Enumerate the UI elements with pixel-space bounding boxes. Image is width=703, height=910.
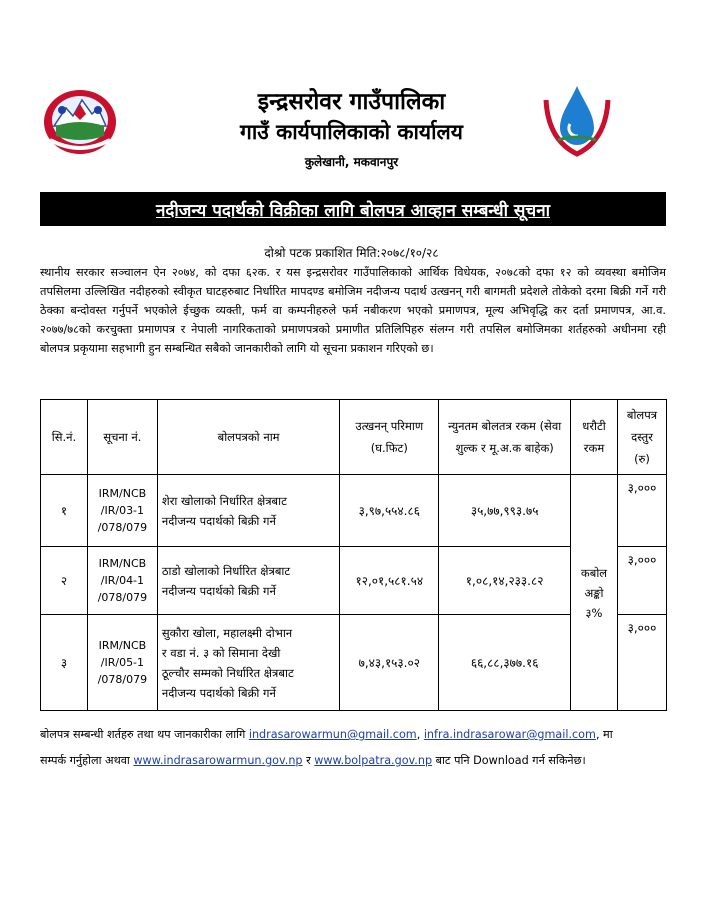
row-name: [157, 475, 339, 547]
footer-connector: र: [306, 754, 311, 767]
code-line: /IR/05-1: [100, 656, 145, 669]
deposit-line: अङ्को: [584, 585, 604, 600]
name-line: नदीजन्य पदार्थको बिक्री गर्ने: [161, 685, 276, 700]
row-sn: २: [41, 547, 88, 615]
name-line: ठूल्चौर सम्मको निर्धारित क्षेत्रबाट: [161, 665, 294, 680]
notice-title-banner: [40, 192, 666, 226]
tender-table: [40, 399, 667, 711]
website-link-1[interactable]: www.indrasarowarmun.gov.np: [133, 754, 303, 767]
municipality-title: इन्द्रसरोवर गाउँपालिका: [257, 89, 446, 115]
footer-contact-text: सम्पर्क गर्नुहोला अथवा: [40, 754, 130, 767]
row-min-amount: ३५,७७,९९३.७५: [439, 475, 571, 547]
code-line: /IR/04-1: [100, 574, 145, 587]
table-header-row: [41, 400, 667, 475]
water-drop-logo: [540, 80, 614, 160]
name-line: र वडा नं. ३ को सिमाना देखी: [161, 645, 281, 660]
code-line: /IR/03-1: [100, 504, 145, 517]
code-line: /078/079: [97, 673, 148, 686]
row-fee: ३,०००: [617, 547, 666, 615]
code-line: /078/079: [97, 591, 148, 604]
footer-line-2: [40, 748, 668, 774]
name-line: नदीजन्य पदार्थको बिक्री गर्ने: [161, 513, 276, 528]
website-link-2[interactable]: www.bolpatra.gov.np: [314, 754, 433, 767]
name-line: नदीजन्य पदार्थको बिक्री गर्ने: [161, 583, 276, 598]
notice-title: नदीजन्य पदार्थको विक्रीका लागि बोलपत्र आव्हान सम्बन्धी सूचना: [155, 200, 551, 221]
table-row: [41, 475, 667, 547]
code-line: IRM/NCB: [98, 639, 147, 652]
row-sn: ३: [41, 615, 88, 711]
row-min-amount: १,०८,१४,२३३.८२: [439, 547, 571, 615]
email-link-2[interactable]: infra.indrasarowar@gmail.com: [423, 728, 596, 741]
publish-date: दोश्रो पटक प्रकाशित मिति:२०७८/१०/२८: [264, 246, 439, 260]
row-min-amount: ६६,८८,३७७.१६: [439, 615, 571, 711]
code-line: /078/079: [97, 521, 148, 534]
row-quantity: १२,०१,५८१.५४: [340, 547, 439, 615]
header-name: बोलपत्रको नाम: [157, 400, 339, 475]
row-sn: १: [41, 475, 88, 547]
code-line: IRM/NCB: [98, 487, 147, 500]
footer-download-text: बाट पनि Download गर्न सकिनेछ।: [435, 754, 586, 767]
row-notice-no: [87, 475, 157, 547]
intro-paragraph: स्थानीय सरकार सञ्चालन ऐन २०७४, को दफा ६२क. र यस इन्द्रसरोवर गाउँपालिकाको आर्थिक विधेयक, २०७८को दफा १२ को व्यवस्था बमोजिम तपसिलमा उल्लिखित नदीहरुको स्वीकृत घाटहरुबाट निर्धारित मापदण्ड बमोजिम नदीजन्य पदार्थ उत्खनन् गरी बागमती प्रदेशले तोकेको दरमा बिक्री गर्ने गरी ठेक्का बन्दोवस्त गर्नुपर्ने भएकोले ईच्छुक व्यक्ती, फर्म वा कम्पनीहरुले फर्म नबीकरण भएको प्रमाणपत्र, मूल्य अभिवृद्धि कर दर्ता प्रमाणपत्र, आ.व. २०७७/७८को करचुक्ता प्रमाणपत्र र नेपाली नागरिकताको प्रमाणपत्रको प्रमाणीत प्रतिलिपिहरु संलग्न गरी तपसिल बमोजिमका शर्तहरुको अधीनमा रही बोलपत्र प्रकृयामा सहभागी हुन सम्बन्धित सबैको जानकारीको लागि यो सूचना प्रकाशन गरिएको छ।: [40, 266, 666, 355]
header-notice-no: सूचना नं.: [87, 400, 157, 475]
header-sn: सि.नं.: [41, 400, 88, 475]
row-name: [157, 615, 339, 711]
row-name: [157, 547, 339, 615]
footer-prefix: बोलपत्र सम्बन्धी शर्तहरु तथा थप जानकारीका लागि: [40, 728, 246, 741]
footer-separator: ,: [416, 728, 421, 741]
deposit-line: ३%: [585, 605, 603, 620]
code-line: IRM/NCB: [98, 557, 147, 570]
header-quantity: उत्खनन् परिमाण (घ.फिट): [340, 400, 439, 475]
footer-line-1: [40, 722, 668, 748]
row-fee: ३,०००: [617, 475, 666, 547]
deposit-cell: [571, 475, 618, 711]
row-quantity: ३,९७,५५४.८६: [340, 475, 439, 547]
header-min-amount: न्युनतम बोलतत्र रकम (सेवा शुल्क र मू.अ.क बाहेक): [439, 400, 571, 475]
name-line: सुकौरा खोला, महालक्ष्मी दोभान: [161, 625, 293, 640]
footer-suffix: , मा: [595, 728, 613, 741]
row-notice-no: [87, 547, 157, 615]
office-title: गाउँ कार्यपालिकाको कार्यालय: [240, 120, 463, 144]
row-fee: ३,०००: [617, 615, 666, 711]
email-link-1[interactable]: indrasarowarmun@gmail.com: [248, 728, 417, 741]
contact-footer: [40, 722, 668, 774]
office-address: कुलेखानी, मकवानपुर: [304, 155, 399, 169]
row-quantity: ७,४३,१५३.०२: [340, 615, 439, 711]
name-line: ठाडो खोलाको निर्धारित क्षेत्रबाट: [161, 563, 291, 578]
row-notice-no: [87, 615, 157, 711]
header-fee: बोलपत्र दस्तुर (रु): [617, 400, 666, 475]
name-line: शेरा खोलाको निर्धारित क्षेत्रबाट: [161, 493, 287, 508]
deposit-line: कबोल: [580, 565, 608, 580]
header-deposit: धरौटी रकम: [571, 400, 618, 475]
